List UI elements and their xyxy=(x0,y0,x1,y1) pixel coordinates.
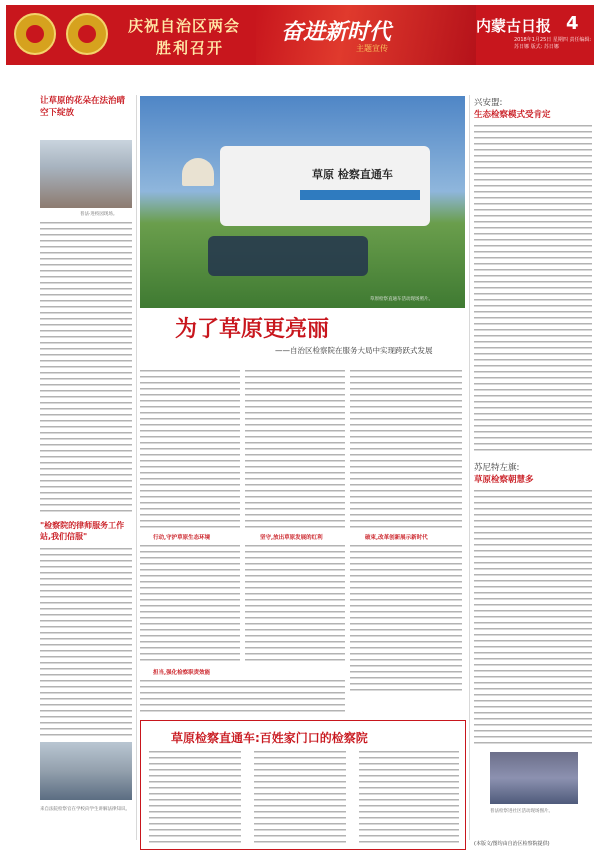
newspaper-name: 内蒙古日报 xyxy=(476,17,552,35)
van-text: 草原 检察直通车 xyxy=(312,168,393,181)
boxed-article-title: 草原检察直通车:百姓家门口的检察院 xyxy=(171,731,368,745)
people-group xyxy=(208,236,368,276)
banner-title-line2: 胜利召开 xyxy=(156,39,225,57)
right-headline1-line1: 兴安盟: xyxy=(474,98,503,108)
left-article-body-2 xyxy=(40,548,132,738)
left-photo-classroom xyxy=(40,742,132,800)
boxed-body-col3 xyxy=(359,751,459,843)
main-photo-caption: 草原检察直通车活动现场照片。 xyxy=(370,297,433,302)
center-body-col3b xyxy=(350,545,462,695)
right-column xyxy=(474,97,592,121)
center-body-col1 xyxy=(140,370,240,530)
right-headline2-line1: 苏尼特左旗: xyxy=(474,463,520,473)
left-photo1-caption: 普法·进校园现场。 xyxy=(80,212,118,217)
boxed-body-col1 xyxy=(149,751,241,843)
cppcc-emblem-icon xyxy=(66,13,108,55)
left-photo2-caption: 来自法院检察官在学校向学生讲解法律知识。 xyxy=(40,807,130,812)
center-body-col3 xyxy=(350,370,462,530)
main-title: 为了草原更亮丽 xyxy=(175,317,330,342)
van-stripe xyxy=(300,190,420,200)
left-column xyxy=(40,95,132,119)
center-body-col1b xyxy=(140,545,240,665)
column-divider-left xyxy=(136,95,137,840)
right-headline2-block xyxy=(474,462,592,486)
issue-meta: 2018年1月25日 星期四 责任编辑: 苏日娜 版式: 苏日娜 xyxy=(514,37,592,50)
right-photo-event xyxy=(490,752,578,804)
section-heading-1: 行动,守护草原生态环境 xyxy=(153,535,211,541)
left-photo-students xyxy=(40,140,132,208)
left-article-body xyxy=(40,222,132,512)
section-heading-3: 担当,强化检察职责效能 xyxy=(153,670,211,676)
left-headline: 让草原的花朵在法治晴空下绽放 xyxy=(40,96,126,118)
section-heading-4: 破束,改革创新展示新时代 xyxy=(365,535,428,541)
section-heading-2: 坚守,放出草原发展的红利 xyxy=(260,535,323,541)
van-body xyxy=(220,146,430,226)
yurt-shape xyxy=(182,158,214,186)
national-emblem-icon xyxy=(14,13,56,55)
main-subtitle: ——自治区检察院在服务大局中实现跨跃式发展 xyxy=(275,346,433,355)
right-article-body xyxy=(474,125,592,455)
center-body-bottom xyxy=(140,680,345,715)
banner-slogan-sub: 主题宣传 xyxy=(356,44,388,53)
right-photo-caption: 普法检察进社区活动现场图片。 xyxy=(490,809,553,814)
main-photo-van xyxy=(140,96,465,308)
boxed-body-col2 xyxy=(254,751,346,843)
boxed-article xyxy=(140,720,466,850)
right-headline2-line2: 草原检察朝慧多 xyxy=(474,475,534,485)
page-number: 4 xyxy=(566,13,579,34)
banner-title-line1: 庆祝自治区两会 xyxy=(128,17,241,35)
banner-slogan: 奋进新时代 xyxy=(281,20,392,45)
center-body-col2b xyxy=(245,545,345,665)
right-article-body-2 xyxy=(474,490,592,745)
page-footnote: (本版文/图均由自治区检察院提供) xyxy=(474,841,550,847)
right-headline1-line2: 生态检察模式受肯定 xyxy=(474,110,551,120)
center-body-col2 xyxy=(245,370,345,530)
masthead-banner xyxy=(6,5,594,65)
left-subhead: "检察院的律师服务工作站,我们信服" xyxy=(40,521,125,541)
column-divider-right xyxy=(469,95,470,840)
